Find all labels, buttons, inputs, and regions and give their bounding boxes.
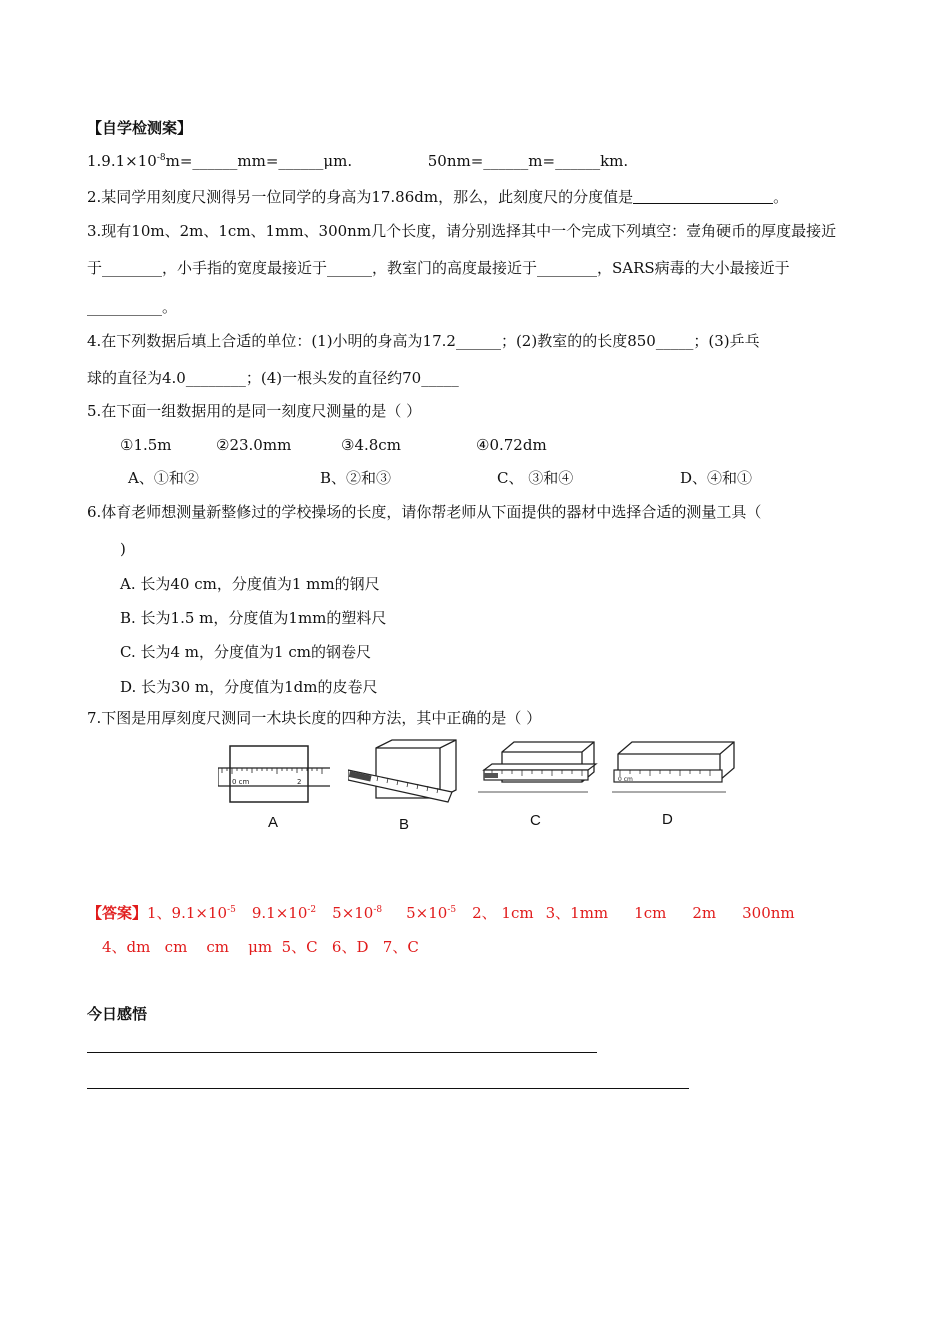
answer-1: 1、$9.1\times 10^{-5}$ [147,904,236,922]
ruler-figure-b [348,738,458,808]
q5-item-3: ③4.8cm [341,436,401,454]
question-7-stem: 7.下图是用厚刻度尺测同一木块长度的四种方法，其中正确的是（ ） [87,709,542,727]
answer-line-2: 4、dm cm cm μm 5、C 6、D 7、C [102,938,419,956]
q6-option-d: D. 长为30 m，分度值为1dm的皮卷尺 [120,678,378,696]
figure-label-d: D [662,811,673,828]
q2-text: 2.某同学用刻度尺测得另一位同学的身高为17.86dm，那么，此刻度尺的分度值是 [87,188,634,206]
question-4-line-2: 球的直径为4.0________；(4)一根头发的直径约70_____ [87,369,459,387]
q1-part-b: m=______mm=______μm. [165,152,353,170]
question-6-line-1: 6.体育老师想测量新整修过的学校操场的长度，请你帮老师从下面提供的器材中选择合适的测量工具（ [87,503,762,521]
figure-label-a: A [268,814,279,831]
figure-label-b: B [399,816,410,833]
question-1 [87,151,628,171]
reflection-line-1[interactable] [87,1052,597,1053]
answer-3c: 2m [692,904,717,922]
answer-1b: $9.1\times 10^{-2}$ [251,904,317,922]
q5-choice-b: B、②和③ [320,469,392,487]
answer-3b: 1cm [634,904,667,922]
answer-2: 2、 1cm [472,904,534,922]
ruler-figure-d [612,740,736,798]
question-4-line-1: 4.在下列数据后填上合适的单位：(1)小明的身高为17.2______；(2)教室的的长度850_____；(3)乒乓 [87,332,760,350]
question-3-line-2: 于________，小手指的宽度最接近于______，教室门的高度最接近于________，SARS病毒的大小最接近于 [87,259,790,277]
answer-tag: 【答案】 [87,904,148,922]
q5-item-1: ①1.5m [120,436,172,454]
reflection-line-2[interactable] [87,1088,689,1089]
q6-option-b: B. 长为1.5 m，分度值为1mm的塑料尺 [120,609,387,627]
figure-label-c: C [530,812,541,829]
ruler-figure-c [478,740,598,798]
q2-blank [633,189,773,204]
answer-3: 3、1mm [545,904,609,922]
q5-item-4: ④0.72dm [476,436,547,454]
section-heading: 【自学检测案】 [87,119,193,137]
question-3-line-1: 3.现有10m、2m、1cm、1mm、300nm几个长度，请分别选择其中一个完成下列填空：壹角硬币的厚度最接近 [87,222,837,240]
q5-choice-d: D、④和① [680,469,753,487]
answer-1d: $5\times 10^{-5}$ [406,904,457,922]
q6-option-a: A. 长为40 cm，分度值为1 mm的钢尺 [120,575,380,593]
question-2 [87,187,788,207]
q5-item-2: ②23.0mm [216,436,292,454]
question-5-stem: 5.在下面一组数据用的是同一刻度尺测量的是（ ） [87,402,422,420]
q5-choice-c: C、 ③和④ [497,469,574,487]
q2-end: 。 [773,188,789,206]
question-3-line-3: __________。 [87,298,178,316]
ruler-figure-a [218,744,330,806]
q1-part-a: 1.9.1×10 [87,152,157,170]
answer-1c: $5\times 10^{-8}$ [332,904,383,922]
reflection-title: 今日感悟 [87,1005,148,1023]
answer-3d: 300nm [742,904,795,922]
figure-a-cm-label: 0 cm [232,778,250,786]
answer-line-1 [87,903,795,923]
q1-part-c: 50nm=______m=______km. [427,152,629,170]
figure-a-2-label: 2 [297,778,302,786]
q5-choice-a: A、①和② [128,469,199,487]
q6-option-c: C. 长为4 m，分度值为1 cm的钢卷尺 [120,643,371,661]
q1-exponent: -8 [156,153,166,163]
figure-d-cm-label: 0 cm [618,776,633,783]
question-6-line-2: ) [120,540,126,558]
